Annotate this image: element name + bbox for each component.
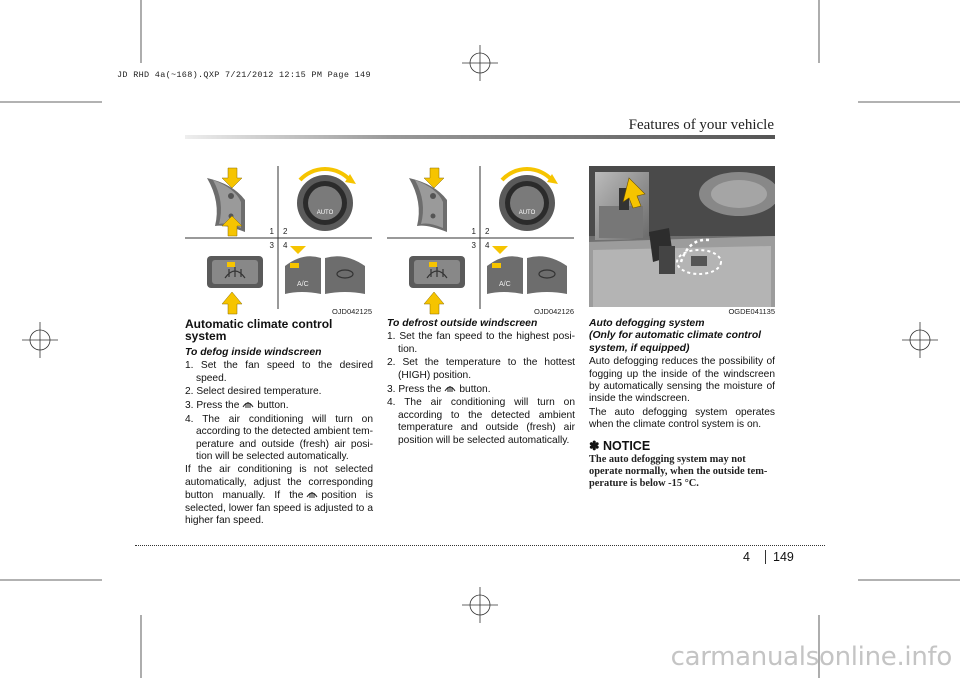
defrost-controls-illustration bbox=[387, 166, 574, 316]
subsection-title: To defog inside windscreen bbox=[185, 346, 322, 358]
watermark: carmanualsonline.info bbox=[670, 642, 952, 672]
step-1: 1. Set the fan speed to the desired speed. bbox=[185, 360, 373, 384]
section-header: Features of your vehicle bbox=[628, 117, 774, 133]
figure-humidity-sensor bbox=[589, 166, 775, 316]
subsection-title: To defrost outside windscreen bbox=[387, 318, 538, 329]
header-rule bbox=[185, 135, 775, 139]
ac-label: A/C bbox=[499, 281, 511, 288]
paragraph-2: The auto defogging system operates when the climate control system is on. bbox=[589, 406, 775, 431]
step-4: 4. The air conditioning will turn on according to the detected ambient tem-perature and outside (fresh) air posi-tion will be selected automatically. bbox=[185, 413, 373, 463]
auto-label: AUTO bbox=[316, 210, 334, 216]
note-text-b: position is selected, lower fan speed is adjusted to a higher fan speed. bbox=[185, 490, 373, 527]
label-1: 1 bbox=[471, 227, 476, 236]
step-3 bbox=[185, 399, 373, 412]
subsection-title: Auto defogging system bbox=[589, 318, 705, 329]
chapter-number: 4 bbox=[743, 550, 750, 564]
column-auto-defogging bbox=[589, 318, 775, 491]
label-2: 2 bbox=[485, 227, 490, 236]
step-3-suffix: button. bbox=[459, 384, 491, 396]
figure-code: OGDE041135 bbox=[728, 307, 775, 316]
step-1: 1. Set the fan speed to the highest posi-tion. bbox=[387, 331, 575, 355]
step-3-suffix: button. bbox=[257, 400, 289, 412]
defrost-icon bbox=[241, 399, 255, 409]
label-3: 3 bbox=[269, 241, 274, 250]
column-defrost-outside bbox=[387, 318, 575, 448]
figure-defog-controls bbox=[185, 166, 372, 316]
step-3-text: 3. Press the bbox=[387, 384, 442, 396]
mirror-sensor-photo bbox=[589, 166, 775, 307]
step-3-text: 3. Press the bbox=[185, 400, 240, 412]
label-4: 4 bbox=[485, 241, 490, 250]
label-2: 2 bbox=[283, 227, 288, 236]
defog-controls-illustration bbox=[185, 166, 372, 316]
auto-label: AUTO bbox=[518, 210, 536, 216]
label-3: 3 bbox=[471, 241, 476, 250]
figure-code: OJD042125 bbox=[331, 307, 372, 316]
defrost-icon bbox=[443, 383, 457, 393]
defrost-icon bbox=[305, 489, 319, 499]
step-2: 2. Select desired temperature. bbox=[185, 386, 322, 398]
section-title: Automatic climate control system bbox=[185, 317, 333, 344]
step-3 bbox=[387, 383, 575, 396]
notice-body: The auto defogging system may not operate normally, when the outside tem-perature is below -15 °C. bbox=[589, 454, 768, 490]
label-4: 4 bbox=[283, 241, 288, 250]
paragraph-1: Auto defogging reduces the possibility of fogging up the inside of the windscreen by automatically sensing the moisture of inside the windscreen. bbox=[589, 356, 775, 405]
label-1: 1 bbox=[269, 227, 274, 236]
notice-title: ✽ NOTICE bbox=[589, 438, 651, 453]
figure-defrost-controls bbox=[387, 166, 574, 316]
note-text-a: If the air conditioning is not selected automatically, adjust the corresponding button manually. If the bbox=[185, 464, 373, 502]
footer-rule bbox=[135, 545, 825, 546]
step-4: 4. The air conditioning will turn on according to the detected ambient temperature and outside (fresh) air position will be selected automatically. bbox=[387, 397, 575, 446]
page-divider bbox=[765, 550, 766, 564]
step-2: 2. Set the temperature to the hottest (HIGH) position. bbox=[387, 357, 575, 381]
note-paragraph bbox=[185, 464, 373, 527]
ac-label: A/C bbox=[297, 281, 309, 288]
subsection-qualifier: (Only for automatic climate control system, if equipped) bbox=[589, 330, 762, 354]
printer-slug: JD RHD 4a(~168).QXP 7/21/2012 12:15 PM Page 149 bbox=[117, 70, 371, 80]
page-number: 149 bbox=[773, 550, 794, 564]
column-defog-inside bbox=[185, 318, 373, 529]
figure-code: OJD042126 bbox=[533, 307, 574, 316]
